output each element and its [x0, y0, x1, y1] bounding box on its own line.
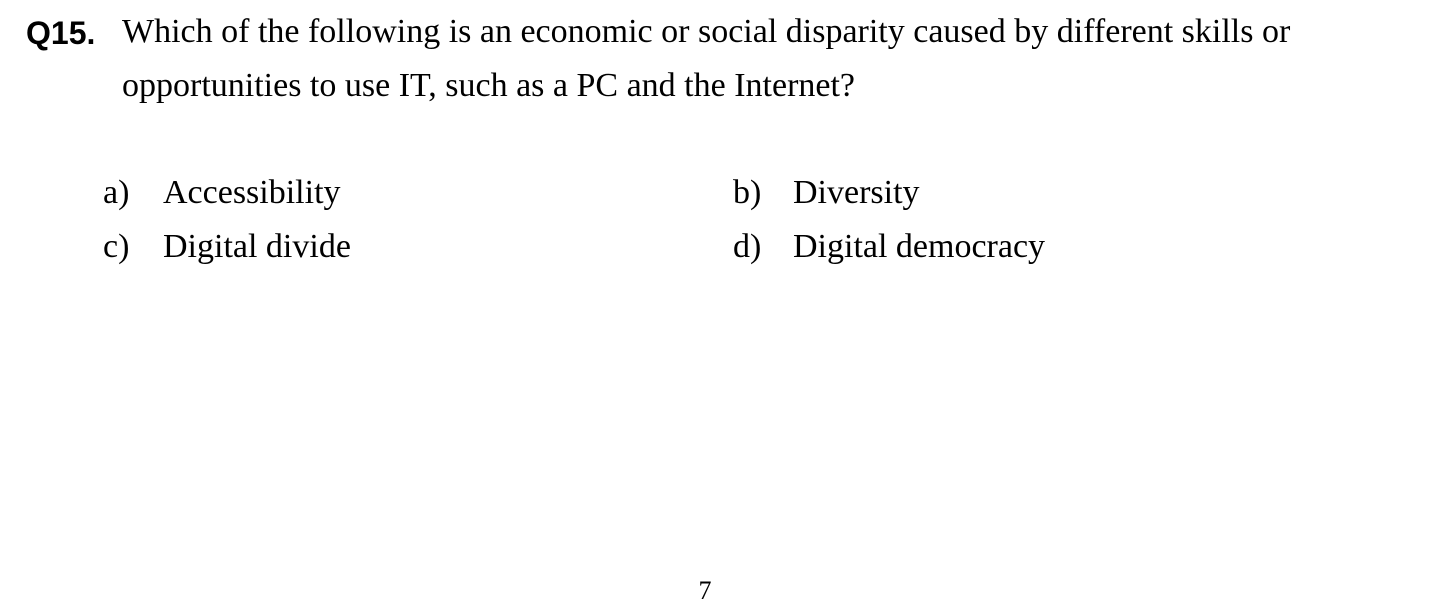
page-number: 7	[698, 576, 712, 605]
option-letter: b)	[733, 174, 762, 211]
option-letter: d)	[733, 228, 762, 265]
option-d	[733, 224, 1045, 270]
option-text: Digital democracy	[793, 228, 1046, 265]
question-number: Q15.	[26, 15, 96, 51]
question-text-line-1: Which of the following is an economic or social disparity caused by different skills or	[122, 13, 1291, 50]
option-c	[103, 224, 351, 270]
option-a	[103, 170, 341, 216]
option-b	[733, 170, 920, 216]
option-letter: c)	[103, 228, 130, 265]
option-text: Accessibility	[163, 174, 341, 211]
option-text: Digital divide	[163, 228, 351, 265]
option-letter: a)	[103, 174, 130, 211]
question-text-line-2: opportunities to use IT, such as a PC and the Internet?	[122, 67, 856, 104]
option-text: Diversity	[793, 174, 920, 211]
